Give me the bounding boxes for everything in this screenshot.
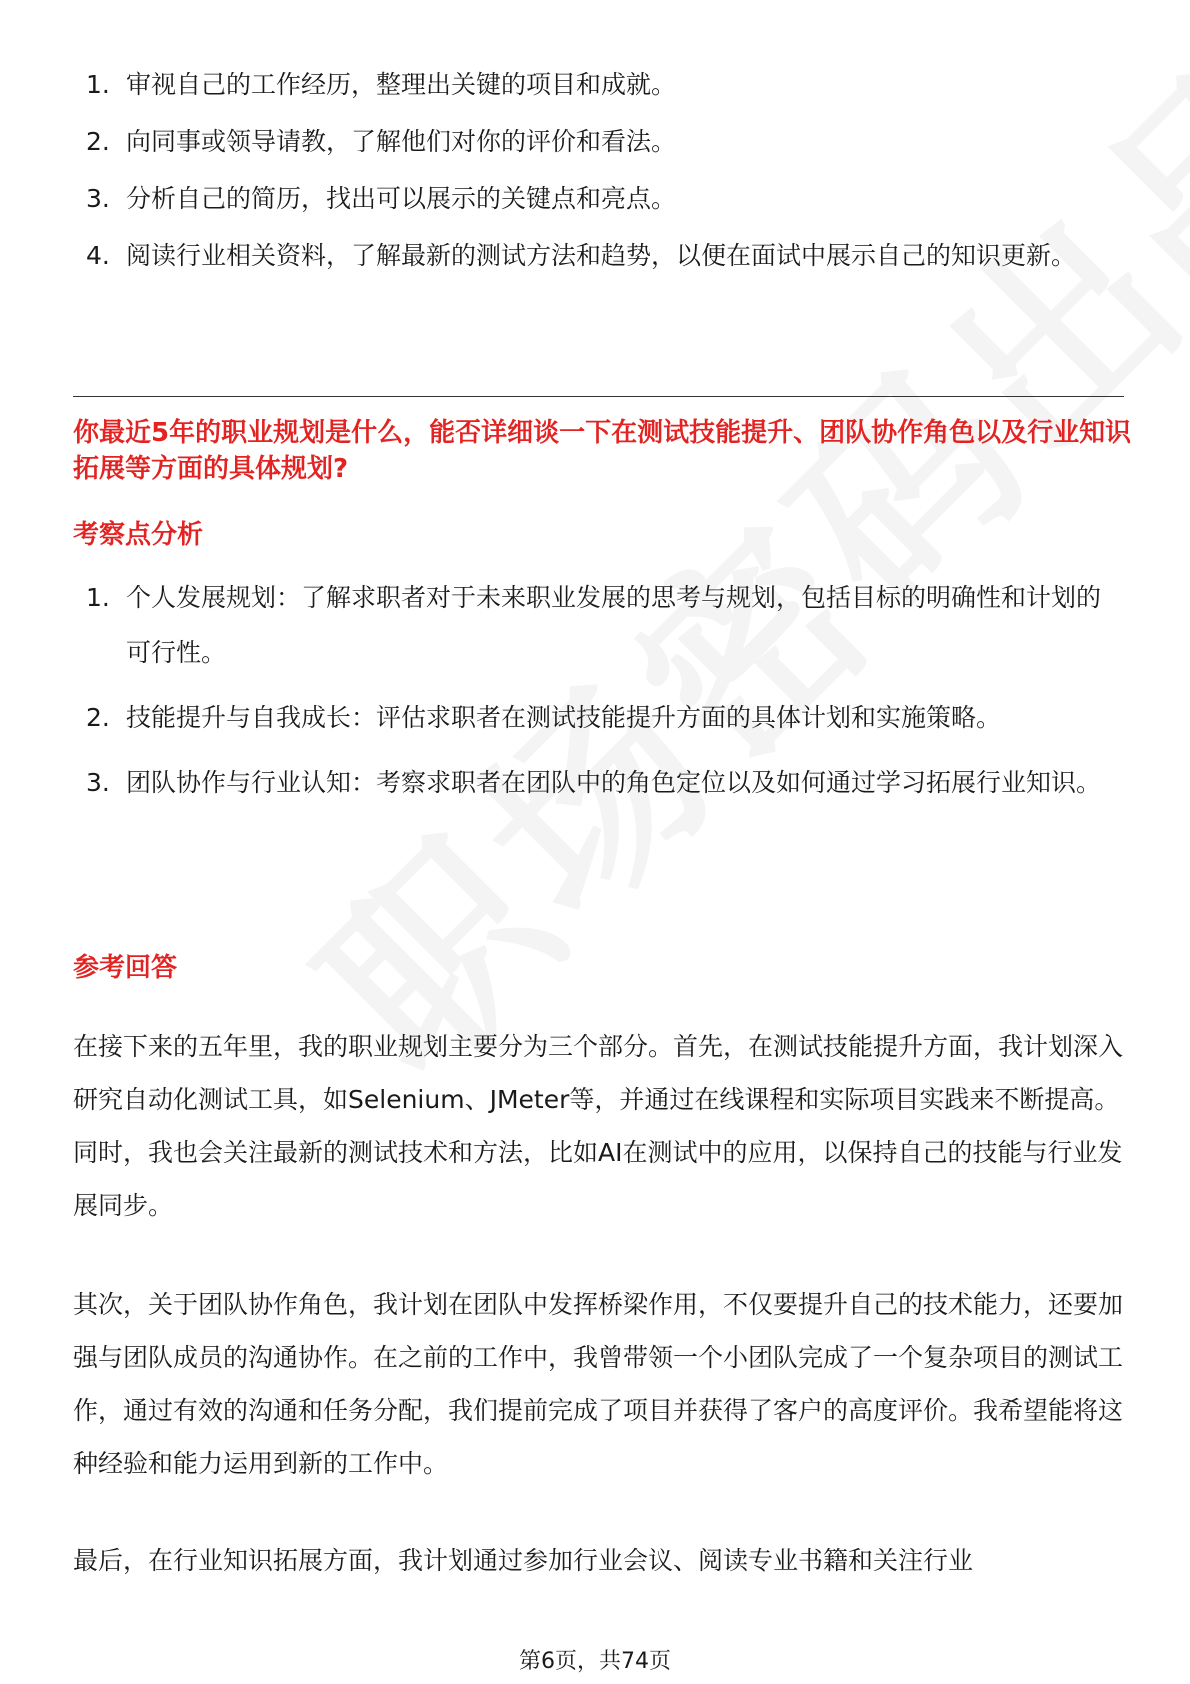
answer-paragraph: 其次，关于团队协作角色，我计划在团队中发挥桥梁作用，不仅要提升自己的技术能力，还要加强与团队成员的沟通协作。在之前的工作中，我曾带领一个小团队完成了一个复杂项目的测试工作，通过有效的沟通和任务分配，我们提前完成了项目并获得了客户的高度评价。我希望能将这种经验和能力运用到新的工作中。 (73, 1290, 1124, 1478)
list-text: 审视自己的工作经历，整理出关键的项目和成就。 (126, 70, 677, 99)
page-footer: 第6页，共74页 (519, 1649, 671, 1674)
list-item (0, 171, 1116, 226)
list-item (0, 755, 1116, 810)
list-text: 分析自己的简历，找出可以展示的关键点和亮点。 (126, 184, 677, 213)
list-number: 4. (86, 241, 110, 270)
answer-paragraph: 在接下来的五年里，我的职业规划主要分为三个部分。首先，在测试技能提升方面，我计划深入研究自动化测试工具，如Selenium、JMeter等，并通过在线课程和实际项目实践来不断提高。同时，我也会关注最新的测试技术和方法，比如AI在测试中的应用，以保持自己的技能与行业发展同步。 (73, 1032, 1124, 1220)
list-text: 团队协作与行业认知：考察求职者在团队中的角色定位以及如何通过学习拓展行业知识。 (126, 768, 1102, 797)
list-number: 1. (86, 583, 110, 612)
list-number: 1. (86, 70, 110, 99)
list-item (0, 114, 1116, 169)
question-title: 你最近5年的职业规划是什么，能否详细谈一下在测试技能提升、团队协作角色以及行业知识拓展等方面的具体规划? (73, 418, 1132, 484)
list-item (0, 690, 1116, 745)
list-item (0, 57, 1116, 112)
list-item (0, 228, 1116, 283)
list-number: 3. (86, 768, 110, 797)
preparation-list (0, 57, 1116, 285)
list-number: 3. (86, 184, 110, 213)
list-text: 阅读行业相关资料，了解最新的测试方法和趋势，以便在面试中展示自己的知识更新。 (126, 241, 1077, 270)
section-divider (73, 396, 1124, 397)
list-text: 技能提升与自我成长：评估求职者在测试技能提升方面的具体计划和实施策略。 (126, 703, 1002, 732)
analysis-list (0, 570, 1116, 820)
analysis-heading: 考察点分析 (73, 520, 204, 550)
list-number: 2. (86, 703, 110, 732)
list-text: 向同事或领导请教，了解他们对你的评价和看法。 (126, 127, 677, 156)
answer-paragraph: 最后，在行业知识拓展方面，我计划通过参加行业会议、阅读专业书籍和关注行业 (73, 1546, 974, 1575)
list-item (0, 570, 1116, 680)
answer-heading: 参考回答 (73, 953, 178, 983)
list-number: 2. (86, 127, 110, 156)
list-text: 个人发展规划：了解求职者对于未来职业发展的思考与规划，包括目标的明确性和计划的可行性。 (126, 583, 1102, 667)
